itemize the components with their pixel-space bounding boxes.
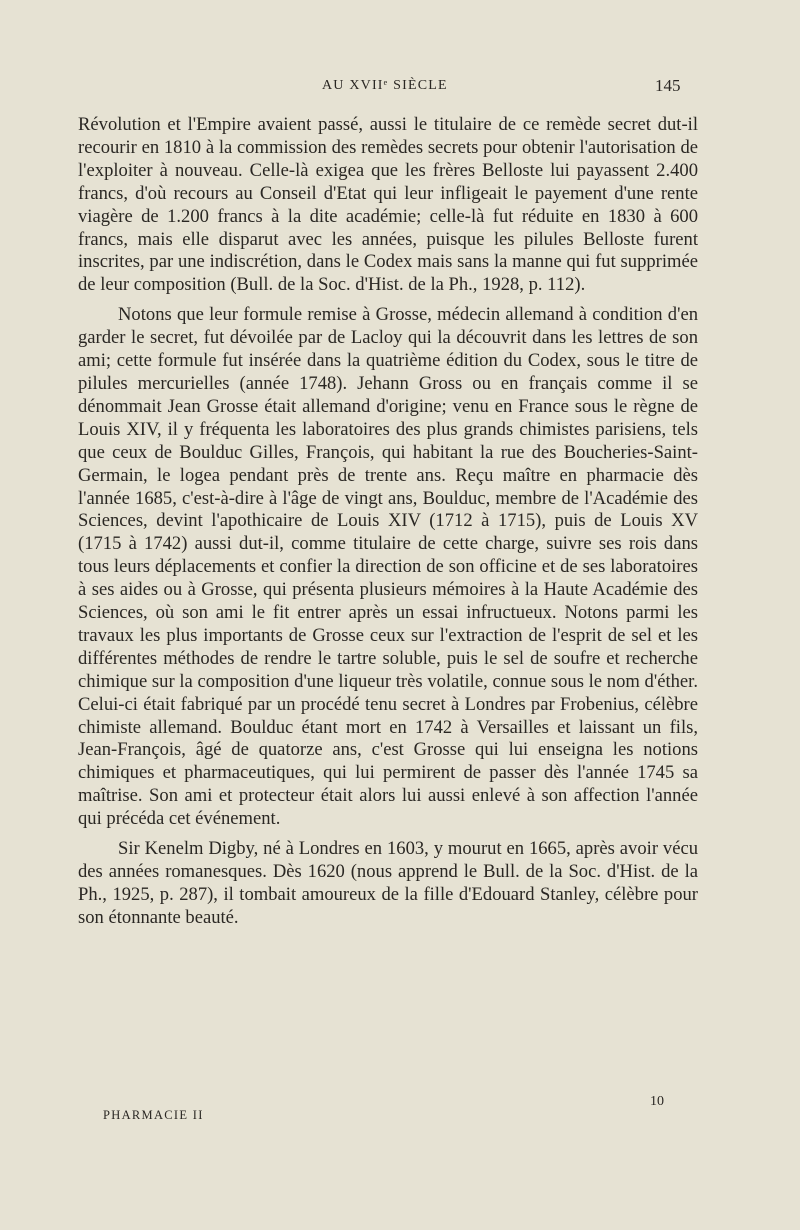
paragraph: Révolution et l'Empire avaient passé, aussi le titulaire de ce remède secret dut-il recourir en 1810 à la commission des remèdes secrets pour obtenir l'autorisation de l'exploiter à nouveau. Celle-là exigea que les frères Belloste lui payassent 2.400 francs, d'où recours au Conseil d'Etat qui leur infligeait le payement d'une rente viagère de 1.200 francs à la dite académie; celle-là fut réduite en 1830 à 600 francs, mais elle disparut avec les années, puisque les pilules Belloste furent inscrites, par une indiscrétion, dans le Codex mais sans la manne qui fut supprimée de leur composition (Bull. de la Soc. d'Hist. de la Ph., 1928, p. 112). — [78, 114, 698, 296]
sheet-number: 10 — [650, 1094, 664, 1109]
printer-signature: PHARMACIE II — [103, 1108, 204, 1122]
page-number: 145 — [655, 76, 681, 95]
running-title: AU XVIIᵉ SIÈCLE — [322, 78, 448, 93]
page-footer — [0, 1094, 800, 1124]
page-header — [0, 76, 800, 100]
paragraph: Notons que leur formule remise à Grosse, médecin allemand à condition d'en garder le secret, fut dévoilée par de Lacloy qui la découvrit dans les lettres de son ami; cette formule fut insérée dans la quatrième édition du Codex, sous le titre de pilules mercurielles (année 1748). Jehann Gross ou en français comme il se dénommait Jean Grosse était allemand d'origine; venu en France sous le règne de Louis XIV, il y fréquenta les laboratoires des plus grands chimistes parisiens, tels que ceux de Boulduc Gilles, François, qui habitant la rue des Boucheries-Saint-Germain, le logea pendant près de trente ans. Reçu maître en pharmacie dès l'année 1685, c'est-à-dire à l'âge de vingt ans, Boulduc, membre de l'Académie des Sciences, devint l'apothicaire de Louis XIV (1712 à 1715), puis de Louis XV (1715 à 1742) aussi dut-il, comme titulaire de cette charge, suivre ses rois dans tous leurs déplacements et confier la direction de son officine et de ses laboratoires à ses aides ou à Grosse, qui présenta plusieurs mémoires à la Haute Académie des Sciences, où son ami le fit entrer après un essai infructueux. Notons parmi les travaux les plus importants de Grosse ceux sur l'extraction de l'esprit de sel et les différentes méthodes de rendre le tartre soluble, puis le sel de soufre et recherche chimique sur la composition d'une liqueur très volatile, connue sous le nom d'éther. Celui-ci était fabriqué par un procédé tenu secret à Londres par Frobenius, célèbre chimiste allemand. Boulduc étant mort en 1742 à Versailles et laissant un fils, Jean-François, âgé de quatorze ans, c'est Grosse qui lui enseigna les notions chimiques et pharmaceutiques, qui lui permirent de passer dès l'année 1745 sa maîtrise. Son ami et protecteur était alors lui aussi enlevé à son affection l'année qui précéda cet événement. — [78, 304, 698, 830]
paragraph: Sir Kenelm Digby, né à Londres en 1603, y mourut en 1665, après avoir vécu des années romanesques. Dès 1620 (nous apprend le Bull. de la Soc. d'Hist. de la Ph., 1925, p. 287), il tombait amoureux de la fille d'Edouard Stanley, célèbre pour son étonnante beauté. — [78, 838, 698, 928]
body-text — [78, 114, 698, 930]
